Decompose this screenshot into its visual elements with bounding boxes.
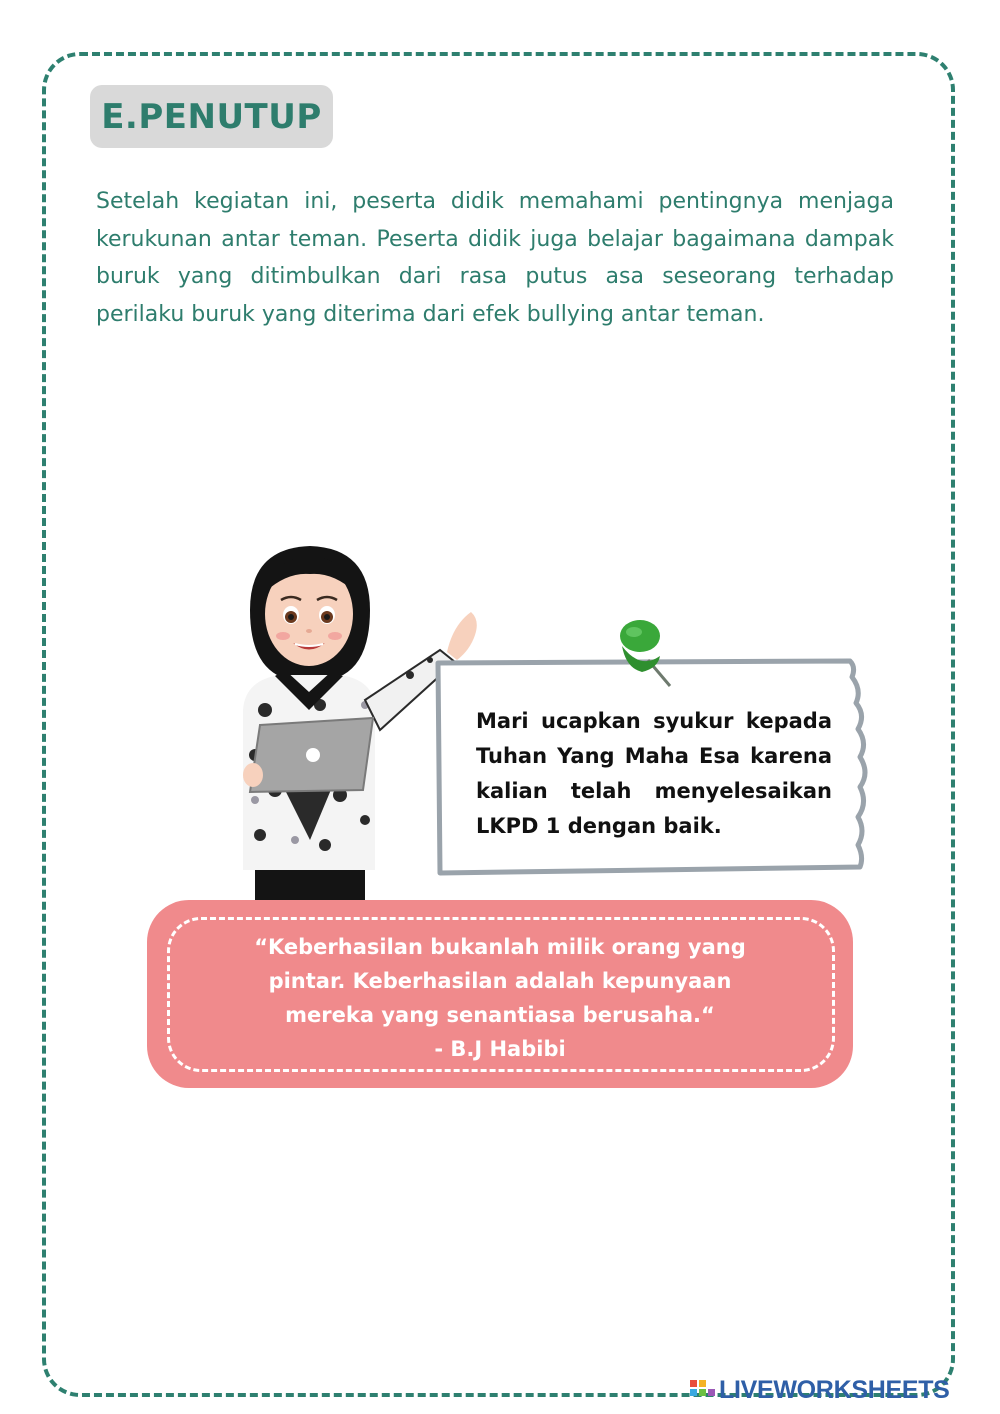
quote-line: “Keberhasilan bukanlah milik orang yang <box>254 935 746 959</box>
quote-box <box>147 900 853 1088</box>
quote-line: pintar. Keberhasilan adalah kepunyaan <box>268 969 732 993</box>
intro-paragraph: Setelah kegiatan ini, peserta didik memahami pentingnya menjaga kerukunan antar teman. Peserta didik juga belajar bagaimana dampak buruk yang ditimbulkan dari rasa putus asa seseorang terhadap perilaku buruk yang diterima dari efek bullying antar teman. <box>96 189 894 327</box>
pushpin-icon <box>600 612 680 692</box>
quote-line: mereka yang senantiasa berusaha.“ <box>285 1003 715 1027</box>
quote-author: - B.J Habibi <box>434 1037 566 1061</box>
watermark-text: LIVEWORKSHEETS <box>719 1375 950 1404</box>
note-text: Mari ucapkan syukur kepada Tuhan Yang Maha Esa karena kalian telah menyelesaikan LKPD 1 dengan baik. <box>476 709 832 838</box>
section-title: E.PENUTUP <box>101 96 322 137</box>
liveworksheets-logo-icon <box>690 1378 716 1402</box>
section-title-badge <box>90 85 333 148</box>
liveworksheets-watermark <box>690 1376 950 1404</box>
quote-text <box>147 930 853 1066</box>
